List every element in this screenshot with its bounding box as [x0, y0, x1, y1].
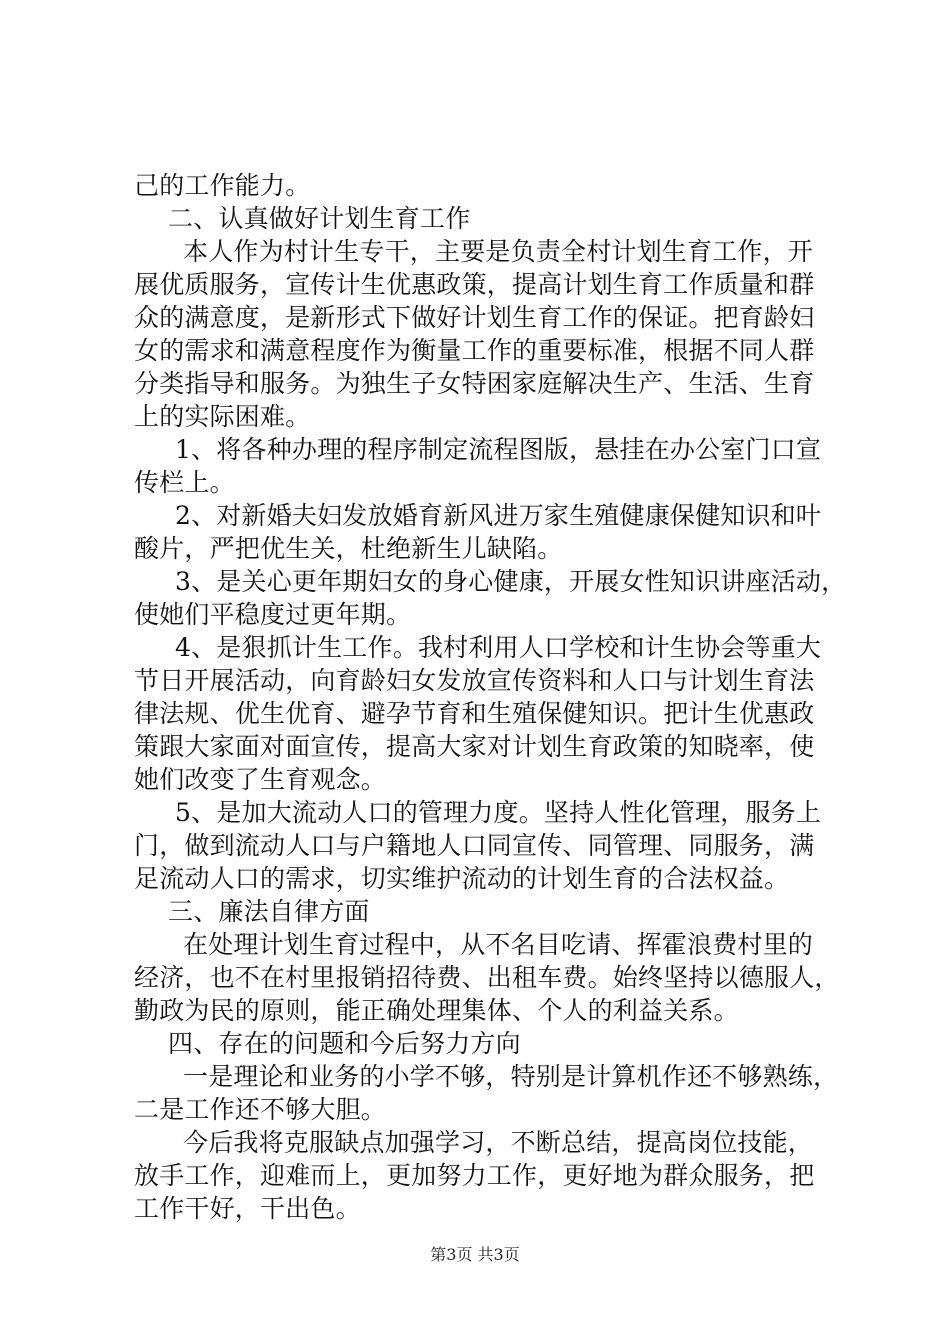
text-line: 门，做到流动人口与户籍地人口同宣传、同管理、同服务，满 [134, 831, 815, 860]
page-footer: 第3页 共3页 [430, 1245, 520, 1264]
text-line: 勤政为民的原则，能正确处理集体、个人的利益关系。 [134, 996, 739, 1025]
list-item: 1、将各种办理的程序制定流程图版，悬挂在办公室门口宣 [175, 435, 822, 464]
text-line: 众的满意度，是新形式下做好计划生育工作的保证。把育龄妇 [134, 303, 815, 332]
text-line: 今后我将克服缺点加强学习，不断总结，提高岗位技能， [183, 1128, 814, 1157]
section-heading: 四、存在的问题和今后努力方向 [168, 1029, 521, 1058]
text-line: 女的需求和满意程度作为衡量工作的重要标准，根据不同人群 [134, 336, 815, 365]
text-line: 经济，也不在村里报销招待费、出租车费。始终坚持以德服人， [134, 963, 840, 992]
text-line: 策跟大家面对面宣传，提高大家对计划生育政策的知晓率，使 [134, 732, 815, 761]
list-item: 5、是加大流动人口的管理力度。坚持人性化管理，服务上 [175, 798, 822, 827]
list-item: 2、对新婚夫妇发放婚育新风进万家生殖健康保健知识和叶 [175, 501, 822, 530]
text-line: 一是理论和业务的小学不够，特别是计算机作还不够熟练， [183, 1062, 839, 1091]
text-line: 展优质服务，宣传计生优惠政策，提高计划生育工作质量和群 [134, 270, 815, 299]
text-line: 己的工作能力。 [134, 171, 311, 200]
text-line: 酸片，严把优生关，杜绝新生儿缺陷。 [134, 534, 563, 563]
list-item: 4、是狠抓计生工作。我村利用人口学校和计生协会等重大 [175, 633, 822, 662]
text-line: 使她们平稳度过更年期。 [134, 600, 412, 629]
text-line: 二是工作还不够大胆。 [134, 1095, 387, 1124]
text-line: 她们改变了生育观念。 [134, 765, 387, 794]
text-line: 节日开展活动，向育龄妇女发放宣传资料和人口与计划生育法 [134, 666, 815, 695]
text-line: 足流动人口的需求，切实维护流动的计划生育的合法权益。 [134, 864, 790, 893]
section-heading: 三、廉法自律方面 [168, 897, 370, 926]
text-line: 工作干好，干出色。 [134, 1194, 361, 1223]
text-line: 传栏上。 [134, 468, 235, 497]
text-line: 分类指导和服务。为独生子女特困家庭解决生产、生活、生育 [134, 369, 815, 398]
text-line: 上的实际困难。 [134, 402, 311, 431]
text-line: 放手工作，迎难而上，更加努力工作，更好地为群众服务，把 [134, 1161, 815, 1190]
text-line: 本人作为村计生专干，主要是负责全村计划生育工作，开 [183, 237, 814, 266]
text-line: 在处理计划生育过程中，从不名目吃请、挥霍浪费村里的 [183, 930, 814, 959]
list-item: 3、是关心更年期妇女的身心健康，开展女性知识讲座活动， [175, 567, 847, 596]
section-heading: 二、认真做好计划生育工作 [168, 204, 471, 233]
text-line: 律法规、优生优育、避孕节育和生殖保健知识。把计生优惠政 [134, 699, 815, 728]
